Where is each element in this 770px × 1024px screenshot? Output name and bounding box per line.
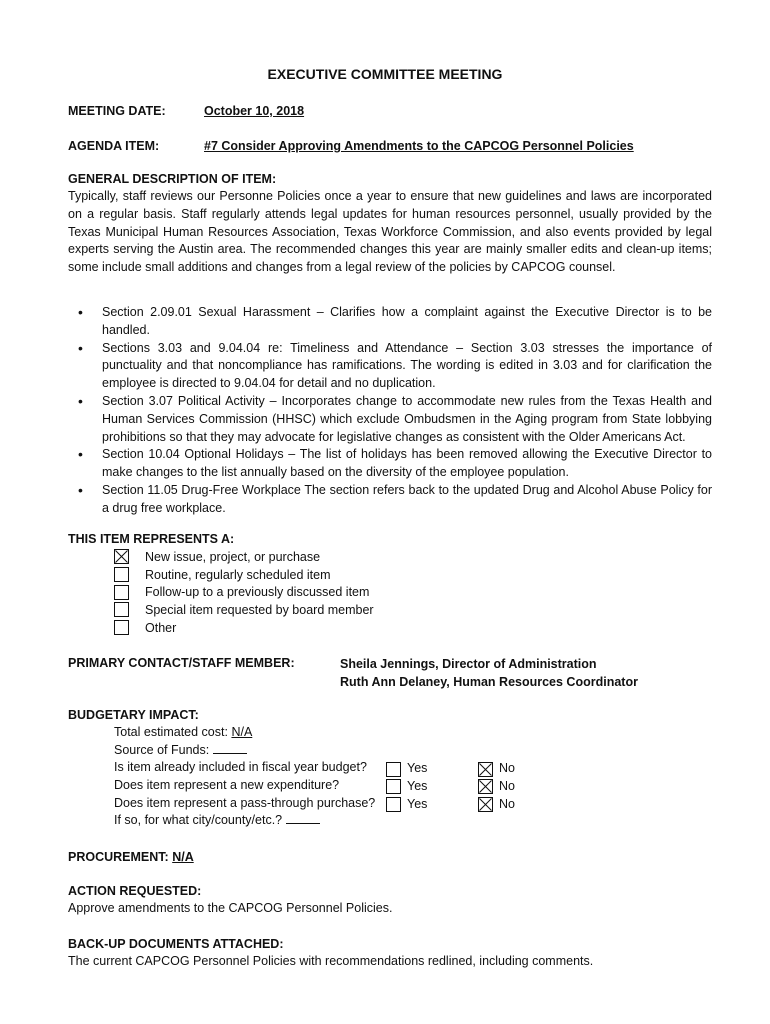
bullet-item: • Section 2.09.01 Sexual Harassment – Clarifies how a complaint against the Executive Director is to be handled. [68,304,712,340]
if-so-blank[interactable] [286,812,320,824]
procurement-row [68,850,194,864]
checkbox-checked[interactable] [114,549,129,564]
no-label: No [499,779,515,794]
yes-checkbox[interactable] [386,762,401,777]
action-requested-heading: ACTION REQUESTED: [68,884,202,898]
no-checkbox-checked[interactable] [478,797,493,812]
budget-question-text: Does item represent a pass-through purchase? [114,795,376,810]
checkbox[interactable] [114,602,129,617]
yes-option [386,760,427,778]
budget-question-text: Is item already included in fiscal year budget? [114,760,367,775]
bullet-item: • Section 10.04 Optional Holidays – The list of holidays has been removed allowing the Executive Director to make changes to the list annually based on the diversity of the employee population. [68,446,712,482]
checklist-label: Routine, regularly scheduled item [145,567,331,582]
primary-contact-names [340,656,638,692]
checkbox[interactable] [114,585,129,600]
if-so-line [114,812,375,830]
no-label: No [499,761,515,776]
meeting-date-label: MEETING DATE: [68,104,166,118]
agenda-item-label: AGENDA ITEM: [68,139,160,153]
total-cost-line [114,724,375,742]
item-represents-heading: THIS ITEM REPRESENTS A: [68,532,235,546]
action-requested-text: Approve amendments to the CAPCOG Personnel Policies. [68,901,393,915]
no-checkbox-checked[interactable] [478,762,493,777]
yes-label: Yes [407,796,428,811]
bullet-item: • Section 3.07 Political Activity – Incorporates change to accommodate new rules from the Texas Health and Human Services Commission (HHSC) which exclude Ombudsmen in the Aging program from State lobbying prohibitions so that they may advocate for legislative changes as consistent with the Older Americans Act. [68,393,712,446]
checklist-item [114,583,374,601]
budget-question-row [114,759,515,777]
checkbox[interactable] [114,567,129,582]
checklist-label: New issue, project, or purchase [145,549,321,564]
checkbox[interactable] [114,620,129,635]
primary-contact-label: PRIMARY CONTACT/STAFF MEMBER: [68,656,295,670]
bullet-item: • Section 11.05 Drug-Free Workplace The section refers back to the updated Drug and Alcohol Abuse Policy for a drug free workplace. [68,482,712,518]
contact-name: Sheila Jennings, Director of Administration [340,657,597,671]
budget-question-row [114,777,515,795]
agenda-item-row [68,139,634,153]
total-cost-value: N/A [231,725,253,739]
document-title: EXECUTIVE COMMITTEE MEETING [267,66,503,82]
if-so-label: If so, for what city/county/etc.? [114,813,283,828]
backup-documents-text: The current CAPCOG Personnel Policies with recommendations redlined, including comments. [68,954,594,968]
source-of-funds-line [114,742,375,760]
general-description-heading: GENERAL DESCRIPTION OF ITEM: [68,172,277,186]
agenda-item-value: #7 Consider Approving Amendments to the CAPCOG Personnel Policies [204,139,634,153]
item-represents-checklist [114,548,374,636]
general-description-paragraph: Typically, staff reviews our Personne Policies once a year to ensure that new guidelines and laws are incorporated on a regular basis. Staff regularly attends legal updates for human resources personnel, usually provided by the Texas Municipal Human Resources Association, Texas Workforce Commission, and also events provided by legal experts serving the Austin area. The recommended changes this year are mainly smaller edits and clean-up items; some include small additions and changes from a legal review of the policies by CAPCOG counsel. [68,189,712,275]
meeting-date-row [68,104,304,118]
checklist-item [114,619,374,637]
yes-label: Yes [407,779,428,794]
source-of-funds-blank[interactable] [213,742,247,754]
checklist-label: Special item requested by board member [145,602,374,617]
yes-option [386,796,427,814]
no-option [478,760,515,778]
no-label: No [499,796,515,811]
yes-checkbox[interactable] [386,797,401,812]
no-option [478,796,515,814]
procurement-value: N/A [172,850,194,864]
contact-name: Ruth Ann Delaney, Human Resources Coordinator [340,674,638,689]
no-checkbox-checked[interactable] [478,779,493,794]
budgetary-impact-heading: BUDGETARY IMPACT: [68,708,199,722]
checklist-label: Other [145,620,177,635]
budgetary-impact-section [114,724,515,830]
yes-checkbox[interactable] [386,779,401,794]
budget-question-row [114,795,515,813]
description-bullet-list [68,304,712,518]
budget-question-text: Does item represent a new expenditure? [114,778,340,793]
no-option [478,778,515,796]
checklist-item [114,548,374,566]
yes-label: Yes [407,761,428,776]
checklist-item [114,601,374,619]
backup-documents-heading: BACK-UP DOCUMENTS ATTACHED: [68,937,284,951]
checklist-label: Follow-up to a previously discussed item [145,585,370,600]
yes-option [386,778,427,796]
checklist-item [114,566,374,584]
meeting-date-value: October 10, 2018 [204,104,305,118]
procurement-label: PROCUREMENT: [68,850,169,864]
total-cost-label: Total estimated cost: [114,725,228,739]
source-of-funds-label: Source of Funds: [114,742,210,757]
bullet-item: • Sections 3.03 and 9.04.04 re: Timeliness and Attendance – Section 3.03 stresses the importance of punctuality and that noncompliance has ramifications. The wording is edited in 3.03 and for clarification the employee is directed to 9.04.04 for detail and no duplication. [68,340,712,393]
